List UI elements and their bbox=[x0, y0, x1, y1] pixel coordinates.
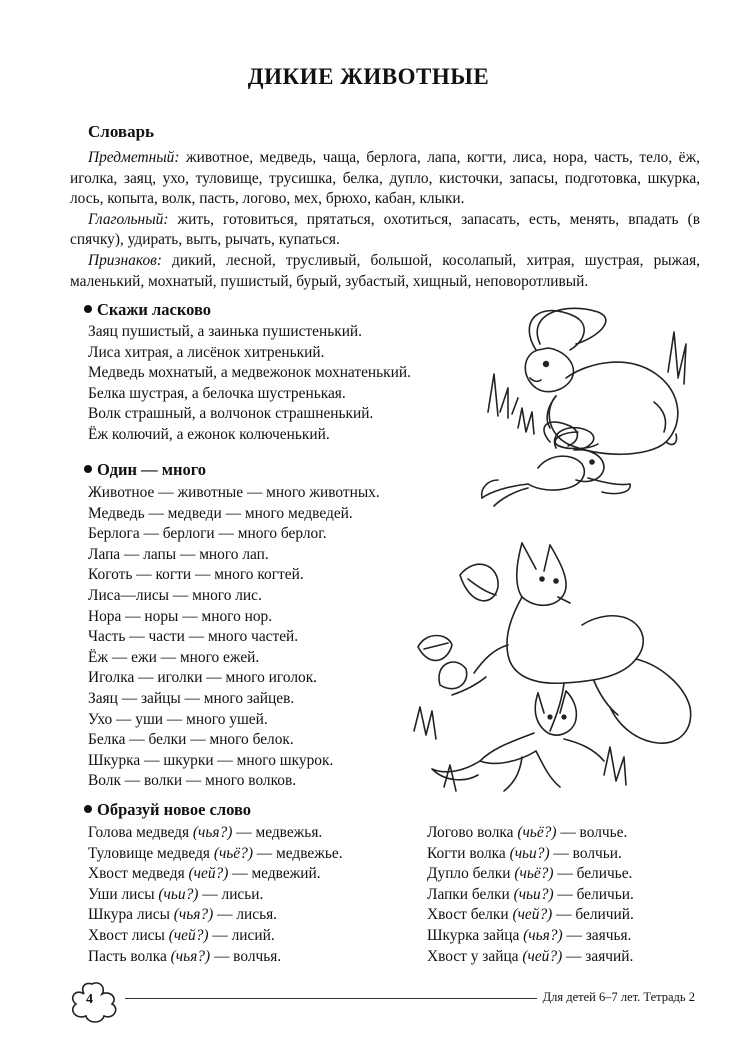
flower-icon bbox=[66, 980, 120, 1024]
list-item: Волк — волки — много волков. bbox=[88, 772, 297, 790]
section1-heading-text: Скажи ласково bbox=[97, 300, 212, 319]
bullet-icon bbox=[84, 305, 92, 313]
page-number: 4 bbox=[86, 992, 93, 1007]
list-item: Хвост белки (чей?) — беличий. bbox=[427, 906, 634, 924]
vocab-heading: Словарь bbox=[88, 122, 155, 141]
vocab-nouns bbox=[70, 148, 700, 210]
page-number-badge bbox=[66, 980, 120, 1024]
list-item: Голова медведя (чья?) — медвежья. bbox=[88, 824, 323, 841]
section-heading-one-many bbox=[84, 460, 206, 480]
list-item: Нора — норы — много нор. bbox=[88, 607, 273, 625]
vocab-adj-text: дикий, лесной, трусливый, большой, косолапый, хитрая, шустрая, рыжая, маленький, мохнатый, пушистый, бурый, зубастый, хищный, неповоротливый. bbox=[70, 251, 700, 290]
section3-right-column bbox=[427, 823, 634, 967]
list-item: Ёж колючий, а ежонок колюченький. bbox=[88, 425, 330, 443]
list-item: Уши лисы (чьи?) — лисьи. bbox=[88, 885, 264, 903]
vocab-adjectives bbox=[70, 251, 700, 292]
list-item: Хвост у зайца (чей?) — заячий. bbox=[427, 947, 634, 965]
list-item: Иголка — иголки — много иголок. bbox=[88, 669, 318, 687]
rabbit-illustration bbox=[478, 292, 698, 512]
fox-illustration bbox=[404, 535, 704, 805]
list-item: Туловище медведя (чьё?) — медвежье. bbox=[88, 844, 343, 862]
bullet-icon bbox=[84, 805, 92, 813]
vocab-noun-text: животное, медведь, чаща, берлога, лапа, когти, лиса, нора, часть, тело, ёж, иголка, заяц, ухо, туловище, трусишка, белка, дупло, кисточки, запасы, подготовка, шкурка, лось, копыта, волк, пасть, логово, мех, брюхо, кабан, клыки. bbox=[70, 149, 700, 208]
list-item: Волк страшный, а волчонок страшненький. bbox=[88, 405, 374, 423]
list-item: Ухо — уши — много ушей. bbox=[88, 710, 268, 728]
list-item: Заяц — зайцы — много зайцев. bbox=[88, 689, 295, 707]
list-item: Хвост лисы (чей?) — лисий. bbox=[88, 926, 275, 944]
page-title: ДИКИЕ ЖИВОТНЫЕ bbox=[247, 64, 490, 89]
list-item: Хвост медведя (чей?) — медвежий. bbox=[88, 865, 321, 883]
list-item: Лиса—лисы — много лис. bbox=[88, 586, 262, 604]
section3-heading-text: Образуй новое слово bbox=[97, 800, 251, 819]
section-heading-affectionate bbox=[84, 300, 211, 320]
list-item: Белка — белки — много белок. bbox=[88, 731, 294, 749]
section-heading-new-word bbox=[84, 800, 251, 820]
vocab-verb-label: Глагольный: bbox=[88, 210, 169, 228]
list-item: Пасть волка (чья?) — волчья. bbox=[88, 947, 282, 965]
list-item: Медведь — медведи — много медведей. bbox=[88, 504, 353, 522]
section2-lines bbox=[88, 483, 380, 792]
list-item: Коготь — когти — много когтей. bbox=[88, 566, 304, 584]
list-item: Логово волка (чьё?) — волчье. bbox=[427, 824, 628, 841]
list-item: Ёж — ежи — много ежей. bbox=[88, 648, 260, 666]
list-item: Заяц пушистый, а заинька пушистенький. bbox=[88, 323, 363, 340]
list-item: Лапки белки (чьи?) — беличьи. bbox=[427, 885, 634, 903]
list-item: Шкурка — шкурки — много шкурок. bbox=[88, 751, 334, 769]
vocab-verbs bbox=[70, 210, 700, 251]
list-item: Шкурка зайца (чья?) — заячья. bbox=[427, 926, 632, 944]
bullet-icon bbox=[84, 465, 92, 473]
list-item: Когти волка (чьи?) — волчьи. bbox=[427, 844, 622, 862]
list-item: Шкура лисы (чья?) — лисья. bbox=[88, 906, 278, 924]
vocab-block bbox=[70, 148, 700, 292]
list-item: Часть — части — много частей. bbox=[88, 628, 299, 646]
vocab-adj-label: Признаков: bbox=[88, 251, 162, 269]
footer-caption: Для детей 6–7 лет. Тетрадь 2 bbox=[537, 990, 695, 1005]
list-item: Дупло белки (чьё?) — беличье. bbox=[427, 865, 633, 883]
list-item: Животное — животные — много животных. bbox=[88, 484, 380, 501]
list-item: Лиса хитрая, а лисёнок хитренький. bbox=[88, 343, 325, 361]
section2-heading-text: Один — много bbox=[97, 460, 207, 479]
vocab-verb-text: жить, готовиться, прятаться, охотиться, запасать, есть, менять, впадать (в спячку), удирать, выть, рычать, купаться. bbox=[70, 210, 700, 249]
list-item: Белка шустрая, а белочка шустренькая. bbox=[88, 384, 346, 402]
list-item: Берлога — берлоги — много берлог. bbox=[88, 525, 327, 543]
section1-lines bbox=[88, 322, 411, 446]
section3-left-column bbox=[88, 823, 343, 967]
list-item: Лапа — лапы — много лап. bbox=[88, 545, 269, 563]
vocab-noun-label: Предметный: bbox=[88, 149, 180, 166]
list-item: Медведь мохнатый, а медвежонок мохнатенький. bbox=[88, 364, 411, 382]
